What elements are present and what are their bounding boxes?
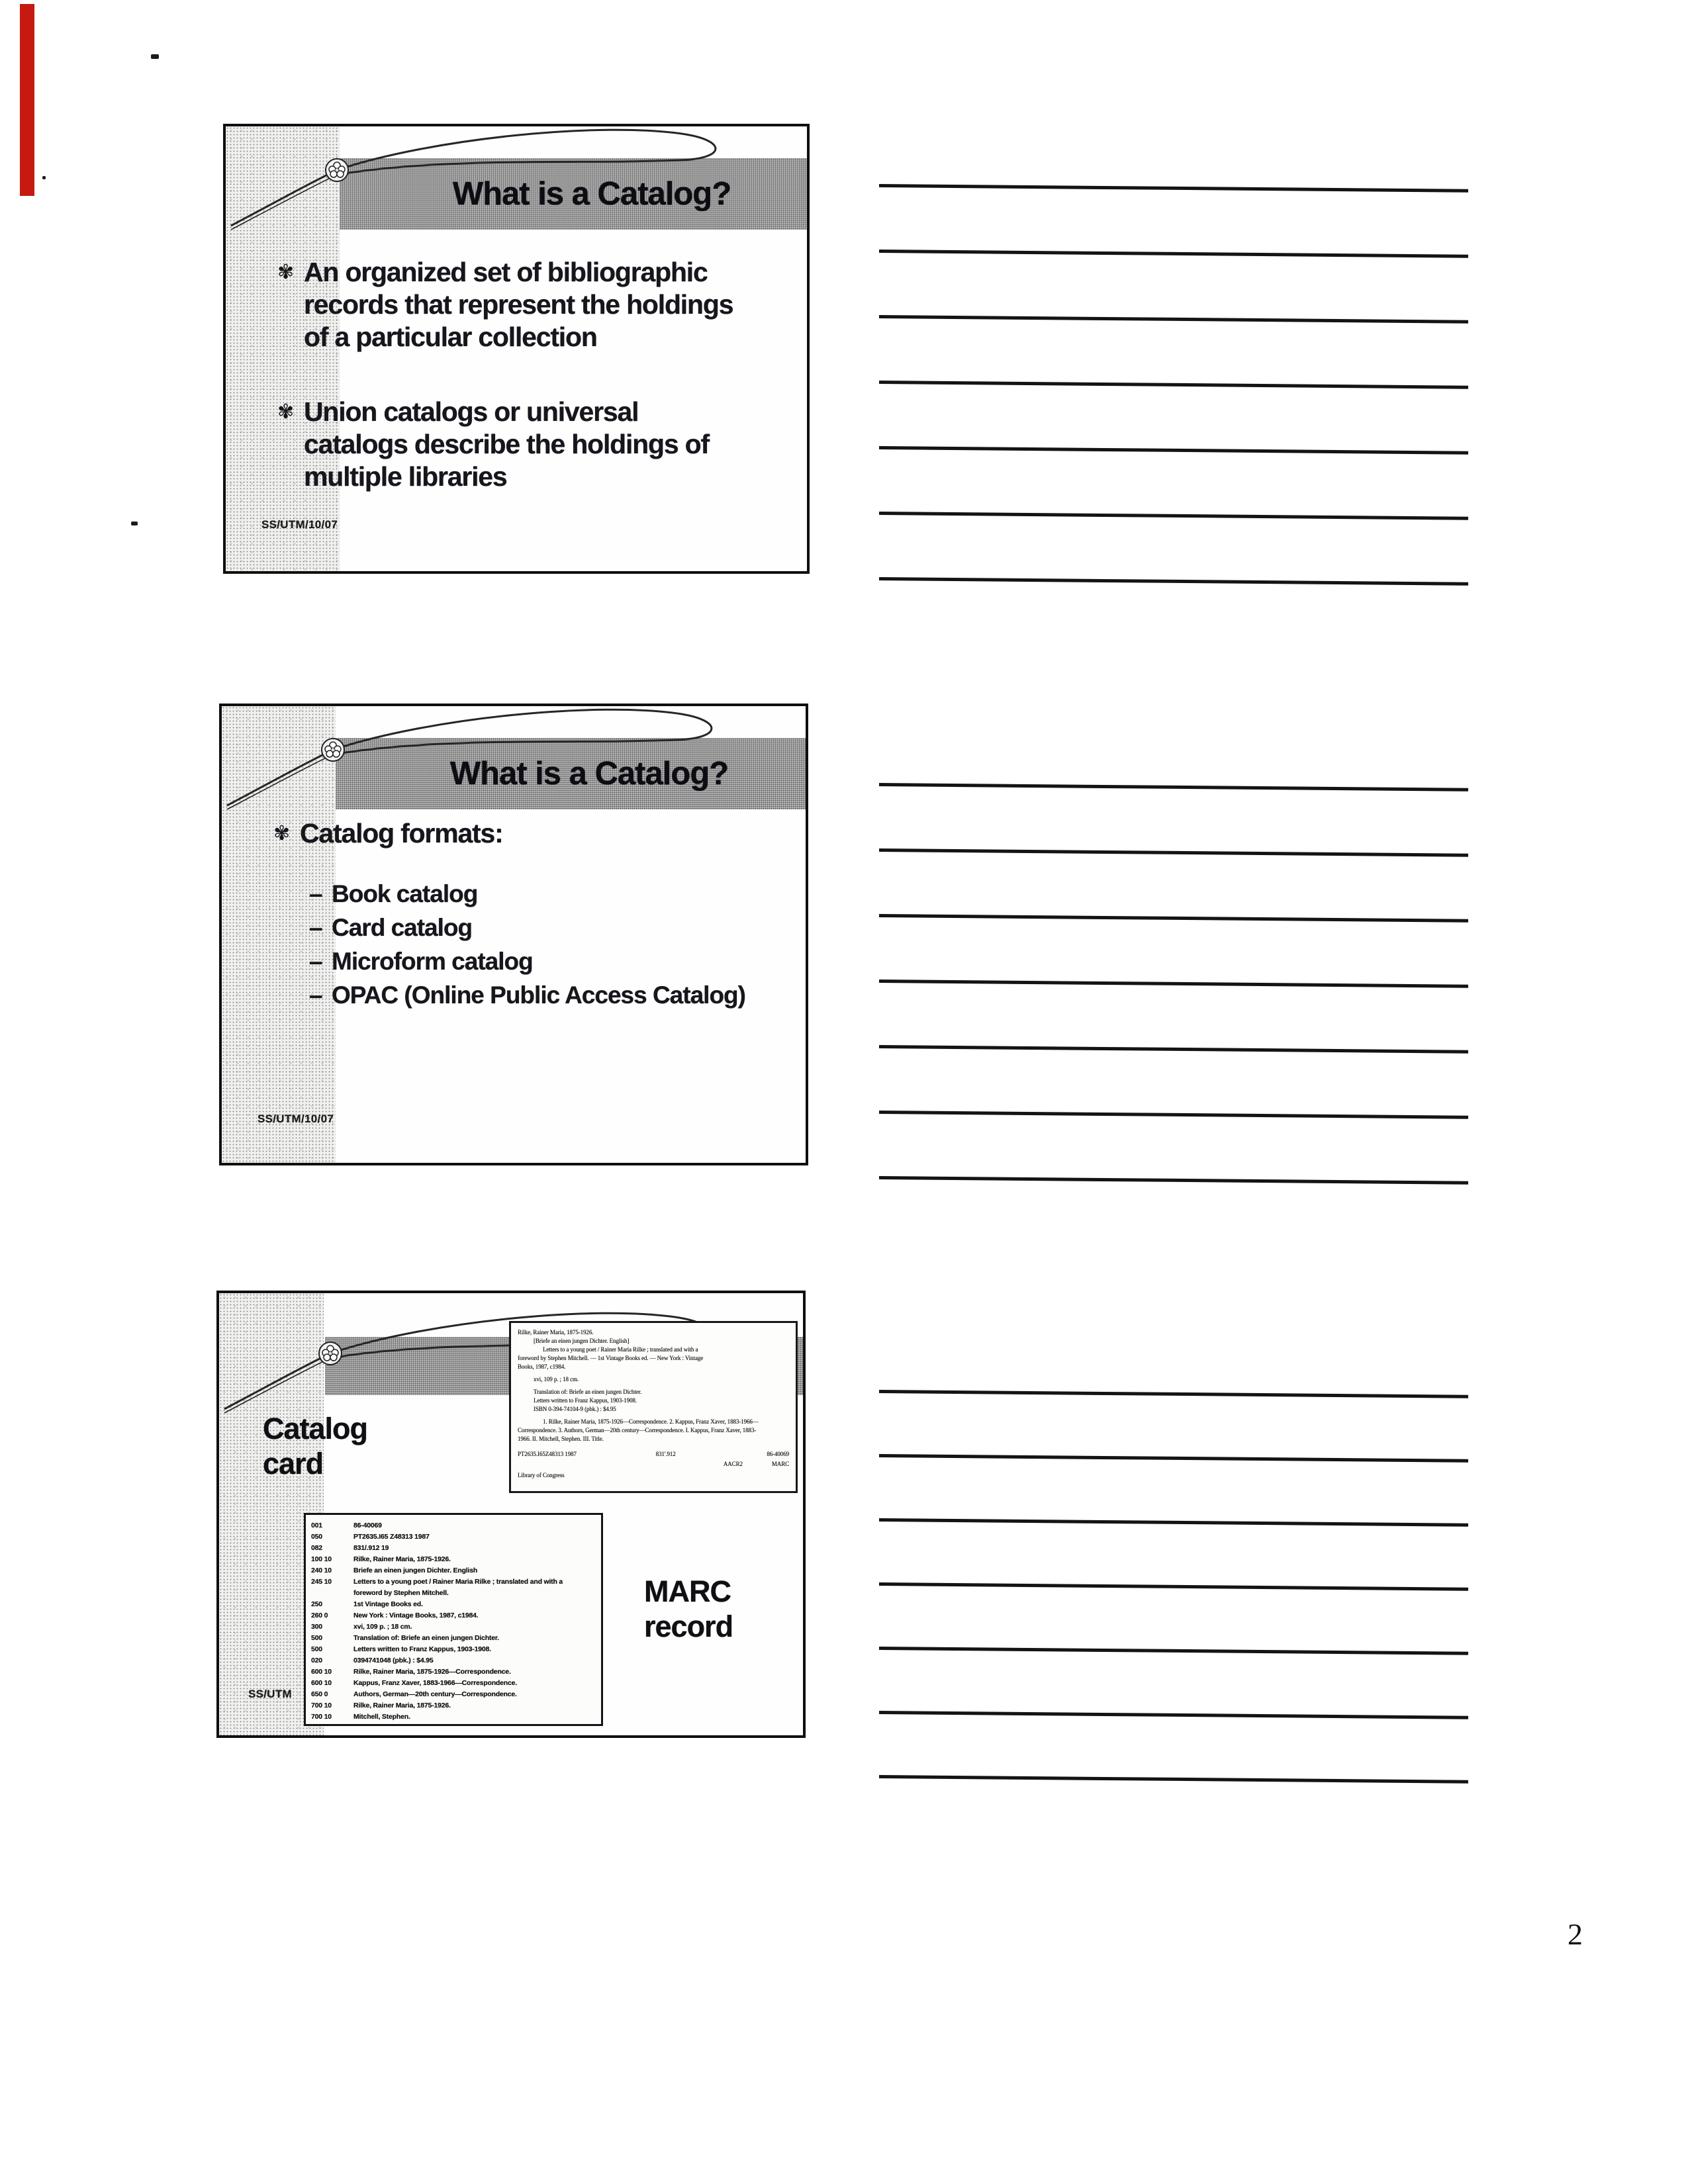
note-line bbox=[879, 1647, 1468, 1655]
catalog-card-line: [Briefe an einen jungen Dichter. English] bbox=[534, 1338, 630, 1344]
slide-title: What is a Catalog? bbox=[449, 756, 729, 792]
note-line bbox=[879, 315, 1468, 324]
marc-row bbox=[311, 1621, 596, 1633]
marc-row bbox=[311, 1543, 596, 1554]
marc-value: New York : Vintage Books, 1987, c1984. bbox=[353, 1612, 479, 1619]
note-line bbox=[879, 381, 1468, 389]
marc-value: Rilke, Rainer Maria, 1875-1926. bbox=[353, 1702, 451, 1709]
marc-row bbox=[311, 1711, 596, 1723]
marc-row bbox=[311, 1554, 596, 1565]
marc-tag bbox=[311, 1588, 353, 1599]
marc-value: xvi, 109 p. ; 18 cm. bbox=[353, 1623, 412, 1631]
scan-speck bbox=[42, 176, 46, 179]
sub-bullet-item bbox=[309, 911, 792, 944]
footer-datestamp: SS/UTM/10/07 bbox=[258, 1113, 334, 1125]
bullet-text: Catalog formats: bbox=[300, 818, 503, 848]
footer-datestamp: SS/UTM bbox=[248, 1688, 293, 1700]
sub-bullet-text: Microform catalog bbox=[332, 948, 533, 975]
catalog-card-line: Books, 1987, c1984. bbox=[518, 1363, 566, 1370]
catalog-card-image bbox=[509, 1321, 798, 1493]
note-line bbox=[879, 1045, 1468, 1054]
scan-speck bbox=[151, 54, 159, 59]
bullet-text: An organized set of bibliographic records that represent the holdings of a particular collection bbox=[304, 257, 733, 352]
bullet-item bbox=[273, 817, 788, 850]
marc-value: 0394741048 (pbk.) : $4.95 bbox=[353, 1657, 434, 1664]
slide-3 bbox=[216, 1291, 806, 1738]
note-line bbox=[879, 184, 1468, 193]
marc-value: Letters to a young poet / Rainer Maria Rilke ; translated and with a bbox=[353, 1578, 563, 1586]
slide-2 bbox=[219, 704, 808, 1165]
catalog-card-codes-2 bbox=[518, 1460, 789, 1469]
sub-bullet-item bbox=[309, 944, 792, 978]
marc-row bbox=[311, 1531, 596, 1543]
lccn-number: 86-40069 bbox=[767, 1451, 790, 1457]
marc-row bbox=[311, 1610, 596, 1621]
marc-tag: 240 10 bbox=[311, 1567, 332, 1574]
marc-tag: 082 bbox=[311, 1544, 322, 1552]
marc-tag: 250 bbox=[311, 1600, 322, 1608]
catalog-card-codes bbox=[518, 1450, 789, 1459]
note-line bbox=[879, 1111, 1468, 1119]
marc-value: Rilke, Rainer Maria, 1875-1926. bbox=[353, 1555, 451, 1563]
catalog-card-line: ISBN 0-394-74104-9 (pbk.) : $4.95 bbox=[534, 1406, 616, 1412]
flower-bullet-icon: ✾ bbox=[277, 400, 295, 424]
note-line bbox=[879, 250, 1468, 258]
sub-bullet-text: OPAC (Online Public Access Catalog) bbox=[332, 981, 745, 1009]
cataloging-code: AACR2 bbox=[723, 1461, 743, 1467]
note-line bbox=[879, 1582, 1468, 1591]
catalog-card-line: 1. Rilke, Rainer Maria, 1875-1926—Correspondence. 2. Kappus, Franz Xaver, 1883-1966— bbox=[543, 1418, 759, 1425]
catalog-card-line: Letters to a young poet / Rainer Maria Rilke ; translated and with a bbox=[543, 1346, 698, 1353]
bullet-text: Union catalogs or universal catalogs describe the holdings of multiple libraries bbox=[304, 396, 709, 492]
scan-speck bbox=[131, 522, 138, 525]
sub-bullet-text: Card catalog bbox=[332, 914, 473, 941]
marc-value: Rilke, Rainer Maria, 1875-1926—Correspondence. bbox=[353, 1668, 511, 1676]
marc-row bbox=[311, 1576, 596, 1588]
marc-tag: 260 0 bbox=[311, 1612, 328, 1619]
note-line bbox=[879, 1390, 1468, 1398]
catalog-card-line: Correspondence. 3. Authors, German—20th century—Correspondence. I. Kappus, Franz Xaver, 1883- bbox=[518, 1427, 757, 1433]
dash-bullet-icon: – bbox=[309, 914, 322, 941]
sub-bullet-item bbox=[309, 978, 792, 1012]
library-label: Library of Congress bbox=[518, 1472, 565, 1479]
marc-tag: 700 10 bbox=[311, 1713, 332, 1721]
marc-value: Translation of: Briefe an einen jungen Dichter. bbox=[353, 1634, 499, 1642]
marc-value: 1st Vintage Books ed. bbox=[353, 1600, 423, 1608]
marc-value: 831/.912 19 bbox=[353, 1544, 389, 1552]
marc-tag: 600 10 bbox=[311, 1679, 332, 1687]
red-scan-mark bbox=[20, 4, 34, 196]
sub-bullet-text: Book catalog bbox=[332, 880, 478, 907]
note-line bbox=[879, 1711, 1468, 1719]
note-line bbox=[879, 1454, 1468, 1463]
dash-bullet-icon: – bbox=[309, 880, 322, 907]
bullet-item bbox=[277, 396, 790, 493]
marc-value: Briefe an einen jungen Dichter. English bbox=[353, 1567, 478, 1574]
flower-bullet-icon: ✾ bbox=[273, 822, 291, 845]
marc-tag: 500 bbox=[311, 1634, 322, 1642]
marc-tag: 300 bbox=[311, 1623, 322, 1631]
marc-value: Mitchell, Stephen. bbox=[353, 1713, 410, 1721]
marc-value: Kappus, Franz Xaver, 1883-1966—Correspondence. bbox=[353, 1679, 517, 1687]
slide-1 bbox=[223, 124, 810, 574]
note-line bbox=[879, 1518, 1468, 1527]
marc-tag: 050 bbox=[311, 1533, 322, 1541]
marc-row bbox=[311, 1700, 596, 1711]
marc-row bbox=[311, 1588, 596, 1599]
footer-datestamp: SS/UTM/10/07 bbox=[261, 518, 338, 531]
marc-row bbox=[311, 1599, 596, 1610]
sub-bullet-list bbox=[309, 877, 792, 1012]
marc-row bbox=[311, 1644, 596, 1655]
page-number: 2 bbox=[1568, 1917, 1583, 1951]
format-label: MARC bbox=[771, 1461, 789, 1467]
marc-row bbox=[311, 1655, 596, 1666]
catalog-card-caption: Catalog card bbox=[263, 1412, 368, 1480]
catalog-card-line: foreword by Stephen Mitchell. — 1st Vintage Books ed. — New York : Vintage bbox=[518, 1355, 704, 1361]
catalog-card-line: xvi, 109 p. ; 18 cm. bbox=[534, 1376, 579, 1383]
marc-row bbox=[311, 1520, 596, 1531]
marc-tag: 245 10 bbox=[311, 1578, 332, 1586]
note-line bbox=[879, 446, 1468, 455]
marc-record-caption: MARC record bbox=[644, 1574, 733, 1643]
marc-row bbox=[311, 1633, 596, 1644]
note-line bbox=[879, 1176, 1468, 1185]
note-line bbox=[879, 1775, 1468, 1784]
marc-value: PT2635.I65 Z48313 1987 bbox=[353, 1533, 430, 1541]
catalog-card-line: Translation of: Briefe an einen jungen Dichter. bbox=[534, 1388, 642, 1395]
note-line bbox=[879, 848, 1468, 857]
dash-bullet-icon: – bbox=[309, 981, 322, 1009]
note-line bbox=[879, 577, 1468, 586]
marc-value: Authors, German—20th century—Correspondence. bbox=[353, 1690, 517, 1698]
marc-tag: 650 0 bbox=[311, 1690, 328, 1698]
note-line bbox=[879, 914, 1468, 923]
note-line bbox=[879, 512, 1468, 520]
marc-row bbox=[311, 1565, 596, 1576]
catalog-card-line: Letters written to Franz Kappus, 1903-1908. bbox=[534, 1397, 637, 1404]
marc-value: 86-40069 bbox=[353, 1522, 382, 1529]
dash-bullet-icon: – bbox=[309, 948, 322, 975]
marc-tag: 020 bbox=[311, 1657, 322, 1664]
catalog-card-line: Rilke, Rainer Maria, 1875-1926. bbox=[518, 1329, 594, 1336]
slide-title: What is a Catalog? bbox=[452, 176, 731, 212]
marc-tag: 001 bbox=[311, 1522, 322, 1529]
call-number: PT2635.I65Z48313 1987 bbox=[518, 1451, 577, 1457]
flower-bullet-icon: ✾ bbox=[277, 261, 295, 284]
bullet-item bbox=[277, 256, 790, 353]
marc-row bbox=[311, 1666, 596, 1678]
sub-bullet-item bbox=[309, 877, 792, 911]
marc-tag: 700 10 bbox=[311, 1702, 332, 1709]
catalog-card-line: 1966. II. Mitchell, Stephen. III. Title. bbox=[518, 1435, 604, 1442]
dewey-number: 831'.912 bbox=[655, 1451, 676, 1457]
note-line bbox=[879, 783, 1468, 792]
marc-tag: 500 bbox=[311, 1645, 322, 1653]
catalog-card-lines bbox=[518, 1328, 789, 1443]
marc-tag: 600 10 bbox=[311, 1668, 332, 1676]
marc-record-box bbox=[304, 1513, 603, 1726]
marc-value: Letters written to Franz Kappus, 1903-1908. bbox=[353, 1645, 491, 1653]
marc-row bbox=[311, 1689, 596, 1700]
marc-value: foreword by Stephen Mitchell. bbox=[353, 1589, 449, 1597]
marc-tag: 100 10 bbox=[311, 1555, 332, 1563]
note-line bbox=[879, 979, 1468, 988]
marc-row bbox=[311, 1678, 596, 1689]
